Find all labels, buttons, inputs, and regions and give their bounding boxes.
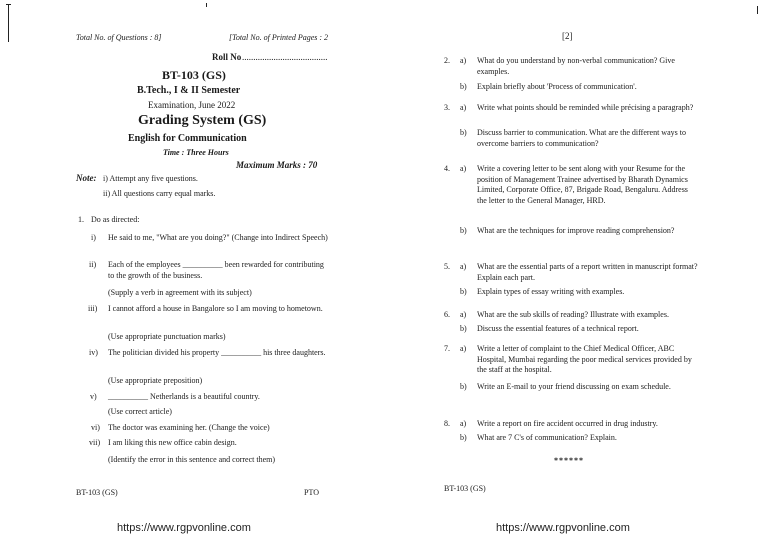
item-instruction: (Use appropriate preposition): [108, 376, 203, 385]
question-number: 4.: [444, 164, 450, 173]
part-text: Write an E-mail to your friend discussing on exam schedule.: [477, 382, 671, 391]
total-pages: [Total No. of Printed Pages : 2: [229, 33, 329, 42]
question-number: 2.: [444, 56, 450, 65]
scan-edge-right: [757, 6, 758, 14]
scan-edge-left: [8, 4, 9, 42]
part-label: a): [460, 164, 467, 173]
question-number: 8.: [444, 419, 450, 428]
note-item-2: ii) All questions carry equal marks.: [103, 189, 216, 198]
part-label: a): [460, 310, 467, 319]
item-number: vi): [91, 423, 100, 432]
item-text: I am liking this new office cabin design.: [108, 438, 237, 447]
part-text: Write a letter of complaint to the Chief Medical Officer, ABC Hospital, Mumbai regarding the poor medical services provided by the staff at the hospital.: [477, 344, 692, 374]
source-url[interactable]: https://www.rgpvonline.com: [117, 522, 251, 534]
roll-no-label: Roll No: [212, 52, 242, 62]
question-title: Do as directed:: [91, 215, 140, 224]
part-text: Explain types of essay writing with examples.: [477, 287, 625, 296]
item-number: vii): [89, 438, 101, 447]
grading-system: Grading System (GS): [138, 113, 267, 128]
item-text: He said to me, "What are you doing?" (Change into Indirect Speech): [108, 233, 328, 242]
item-instruction: (Supply a verb in agreement with its subject): [108, 288, 252, 297]
question-number: 3.: [444, 103, 450, 112]
scan-edge-left-tick: [6, 4, 11, 5]
item-number: ii): [89, 260, 97, 269]
question-number: 5.: [444, 262, 450, 271]
part-label: b): [460, 382, 467, 391]
max-marks: Maximum Marks : 70: [236, 160, 318, 170]
paper-code: BT-103 (GS): [162, 68, 226, 82]
time-limit: Time : Three Hours: [163, 148, 229, 157]
part-text: What are the essential parts of a report written in manuscript format? Explain each part.: [477, 262, 698, 282]
scan-mark-top: [206, 3, 207, 7]
item-number: iv): [89, 348, 98, 357]
part-text: What are the techniques for improve reading comprehension?: [477, 226, 675, 235]
footer-pto: PTO: [304, 488, 319, 497]
item-instruction: (Identify the error in this sentence and correct them): [108, 455, 276, 464]
part-text: Discuss the essential features of a technical report.: [477, 324, 639, 333]
part-text: Write a covering letter to be sent along with your Resume for the position of Management Trainee advertised by Bharath Dynamics Limited, Corporate Office, 87, Brigade Road, Bengaluru. Address the letter to the General Manager, HRD.: [477, 164, 688, 205]
part-text: Discuss barrier to communication. What are the different ways to overcome barriers to communication?: [477, 128, 686, 148]
part-label: b): [460, 324, 467, 333]
total-questions: Total No. of Questions : 8]: [76, 33, 162, 42]
exam-title: Examination, June 2022: [148, 100, 236, 110]
footer-code: BT-103 (GS): [76, 488, 118, 497]
part-text: Write a report on fire accident occurred in drug industry.: [477, 419, 658, 428]
part-text: What do you understand by non-verbal communication? Give examples.: [477, 56, 675, 76]
item-text: The politician divided his property __________ his three daughters.: [108, 348, 326, 357]
part-label: b): [460, 82, 467, 91]
question-number: 7.: [444, 344, 450, 353]
item-text: I cannot afford a house in Bangalore so I am moving to hometown.: [108, 304, 323, 313]
part-label: a): [460, 262, 467, 271]
part-text: What are the sub skills of reading? Illustrate with examples.: [477, 310, 669, 319]
part-label: b): [460, 226, 467, 235]
item-number: iii): [88, 304, 98, 313]
item-number: i): [91, 233, 96, 242]
note-label: Note:: [76, 173, 97, 183]
part-label: b): [460, 287, 467, 296]
part-text: Write what points should be reminded while précising a paragraph?: [477, 103, 694, 112]
part-label: a): [460, 344, 467, 353]
item-number: v): [90, 392, 97, 401]
footer-code: BT-103 (GS): [444, 484, 486, 493]
part-label: a): [460, 419, 467, 428]
part-text: What are 7 C's of communication? Explain.: [477, 433, 617, 442]
source-url[interactable]: https://www.rgpvonline.com: [496, 522, 630, 534]
question-number: 6.: [444, 310, 450, 319]
subject-title: English for Communication: [128, 133, 247, 144]
item-instruction: (Use appropriate punctuation marks): [108, 332, 226, 341]
page-number: [2]: [562, 31, 573, 41]
part-label: b): [460, 128, 467, 137]
part-label: b): [460, 433, 467, 442]
part-text: Explain briefly about 'Process of communication'.: [477, 82, 637, 91]
item-text: The doctor was examining her. (Change the voice): [108, 423, 270, 432]
part-label: a): [460, 56, 467, 65]
item-text: Each of the employees __________ been rewarded for contributing to the growth of the business.: [108, 260, 324, 280]
item-instruction: (Use correct article): [108, 407, 172, 416]
course-title: B.Tech., I & II Semester: [137, 85, 241, 96]
question-number: 1.: [78, 215, 84, 224]
end-mark: ******: [554, 456, 584, 465]
note-item-1: i) Attempt any five questions.: [103, 174, 198, 183]
item-text: __________ Netherlands is a beautiful country.: [108, 392, 260, 401]
roll-no-line: ......................................: [242, 52, 328, 62]
part-label: a): [460, 103, 467, 112]
